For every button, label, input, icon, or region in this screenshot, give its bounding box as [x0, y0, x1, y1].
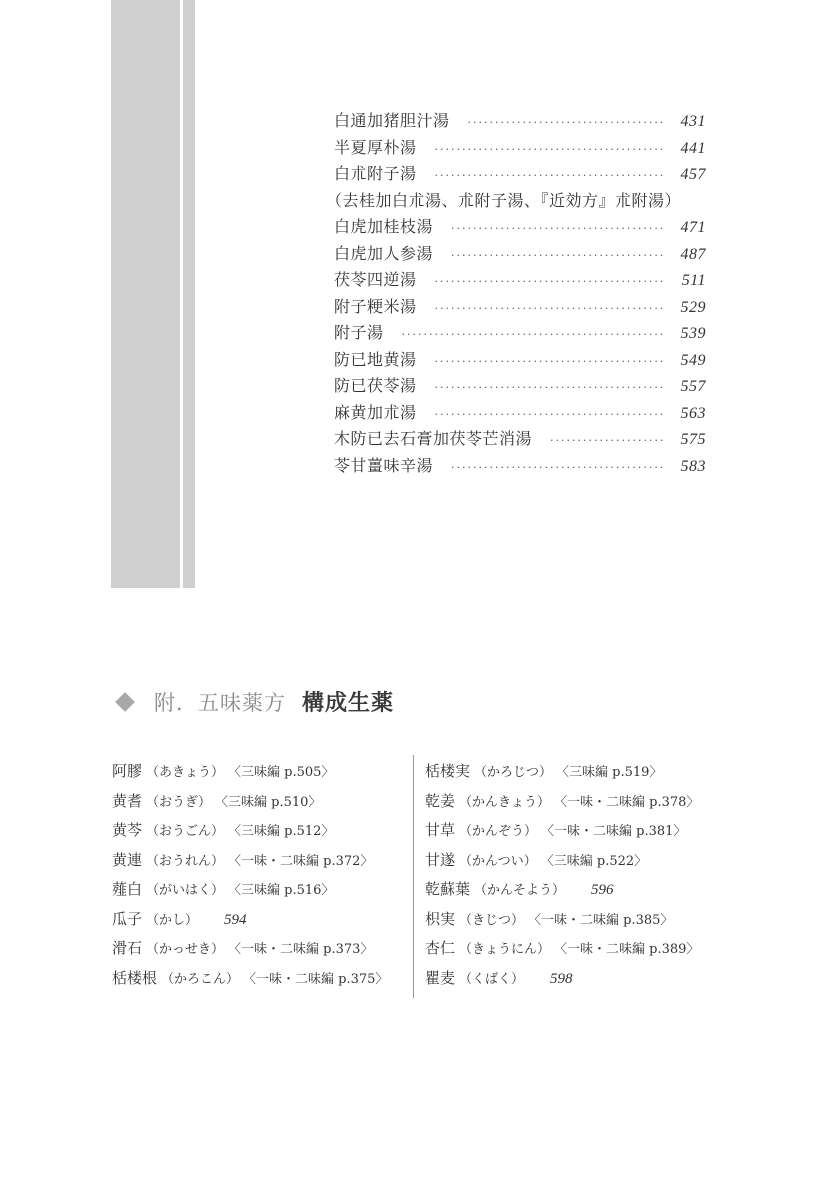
herb-reference: 〈一味・二味編 p.381〉: [541, 824, 687, 839]
herb-list-left: [112, 760, 388, 996]
herb-reference: 〈三味編 p.505〉: [228, 765, 335, 780]
herb-entry: [425, 790, 699, 820]
decorative-bar-wide: [111, 0, 180, 588]
herb-reference: 〈一味・二味編 p.378〉: [554, 794, 700, 810]
herb-reference: 〈一味・二味編 p.373〉: [228, 942, 374, 957]
dot-leader: [402, 328, 666, 341]
herb-page: 596: [591, 882, 614, 898]
herb-entry: [425, 967, 699, 997]
toc-entry-name: 白虎加桂枝湯: [334, 217, 434, 236]
herb-reading: （おうごん）: [146, 824, 225, 839]
column-divider: [413, 755, 414, 998]
dot-leader: [435, 355, 666, 368]
toc-entry-name: 防已地黄湯: [334, 349, 417, 369]
toc-entry-page: 441: [680, 139, 706, 157]
herb-reading: （かろじつ）: [474, 765, 553, 780]
toc-entry: [334, 108, 706, 135]
herb-name: 乾姜: [425, 791, 456, 810]
toc-entry: [334, 453, 706, 480]
toc-entry-page: 529: [680, 298, 706, 316]
toc-entry-name: 附子湯: [334, 323, 384, 342]
herb-name: 甘遂: [425, 850, 456, 869]
toc-entry: [334, 426, 706, 453]
herb-name: 甘草: [425, 821, 456, 839]
toc-entry-name: 防已茯苓湯: [334, 376, 417, 395]
toc-entry: [334, 241, 706, 268]
herb-entry: [425, 878, 699, 908]
toc-entry: [334, 373, 706, 400]
herb-name: 滑石: [112, 939, 143, 957]
dot-leader: [550, 434, 666, 447]
herb-reference: 〈一味・二味編 p.389〉: [554, 942, 700, 957]
herb-reading: （おうれん）: [146, 853, 225, 869]
toc-entry: [334, 320, 706, 347]
herb-name: 杏仁: [425, 939, 456, 957]
herb-reading: （かっせき）: [146, 942, 225, 957]
toc-entry-page: 471: [680, 219, 706, 236]
herb-reading: （かし）: [146, 912, 199, 928]
herb-page: 594: [224, 911, 247, 928]
toc-entry-name: 茯苓四逆湯: [334, 270, 417, 289]
herb-name: 黄芩: [112, 821, 143, 839]
dot-leader: [435, 408, 666, 421]
herb-reference: 〈三味編 p.510〉: [215, 794, 322, 810]
section-title: 構成生薬: [302, 691, 395, 716]
toc-entry-name: 白朮附子湯: [334, 164, 417, 183]
dot-leader: [451, 461, 666, 474]
section-prefix: 附．五味薬方: [154, 690, 286, 715]
toc-entry-name: 半夏厚朴湯: [334, 137, 417, 157]
herb-entry: [112, 849, 388, 879]
herb-reference: 〈三味編 p.519〉: [556, 765, 663, 780]
toc-entry-page: 457: [680, 166, 706, 183]
section-header: [116, 686, 394, 717]
herb-reference: 〈一味・二味編 p.372〉: [228, 853, 374, 869]
herb-reading: （おうぎ）: [146, 794, 212, 810]
herb-entry: [112, 878, 388, 908]
herb-reference: 〈三味編 p.522〉: [540, 853, 648, 869]
toc-entry: [334, 135, 706, 162]
toc-entry-page: 557: [680, 378, 706, 395]
toc-entry: [334, 347, 706, 374]
dot-leader: [435, 302, 666, 315]
herb-reading: （きょうにん）: [459, 942, 551, 957]
toc-entry-name: 附子粳米湯: [334, 296, 417, 316]
herb-name: 薤白: [112, 880, 143, 898]
herb-entry: [112, 937, 388, 967]
toc-entry: [334, 267, 706, 294]
herb-reading: （かんそよう）: [474, 883, 566, 898]
toc-entry-name: 苓甘薑味辛湯: [334, 455, 434, 475]
dot-leader: [435, 169, 666, 182]
toc-entry-name: 麻黄加朮湯: [334, 402, 417, 422]
herb-name: 黄耆: [112, 791, 143, 810]
herb-reading: （かろこん）: [161, 971, 240, 987]
herb-entry: [112, 760, 388, 790]
toc-entry: [334, 214, 706, 241]
herb-reading: （かんつい）: [459, 853, 537, 869]
herb-name: 黄連: [112, 850, 143, 869]
toc-entry-page: 563: [680, 404, 706, 422]
herb-entry: [112, 790, 388, 820]
toc-entry-page: 431: [680, 113, 706, 130]
herb-name: 栝楼実: [425, 762, 471, 780]
herb-entry: [425, 937, 699, 967]
herb-entry: [425, 908, 699, 938]
herb-name: 瞿麦: [425, 968, 456, 987]
herb-reference: 〈一味・二味編 p.385〉: [528, 912, 674, 928]
herb-reference: 〈三味編 p.516〉: [228, 883, 335, 898]
herb-name: 乾蘇葉: [425, 880, 471, 898]
toc-entry-page: 487: [680, 245, 706, 263]
toc-entry: [334, 400, 706, 427]
herb-name: 阿膠: [112, 762, 143, 780]
toc-entry-name: 白通加猪胆汁湯: [334, 111, 450, 130]
toc-entry-page: 575: [680, 431, 706, 448]
dot-leader: [435, 143, 666, 156]
herb-entry: [112, 967, 388, 997]
toc-entry-name: （去桂加白朮湯、朮附子湯、『近効方』朮附湯）: [326, 190, 682, 210]
diamond-icon: [115, 692, 135, 712]
toc-entry-page: 511: [681, 272, 706, 289]
toc-entry-name: 木防已去石膏加茯苓芒消湯: [334, 429, 533, 448]
table-of-contents: [326, 108, 706, 479]
herb-entry: [425, 819, 699, 849]
dot-leader: [468, 116, 666, 129]
herb-entry: [112, 908, 388, 938]
herb-reading: （くばく）: [459, 971, 525, 987]
herb-entry: [425, 849, 699, 879]
herb-reading: （がいはく）: [146, 883, 225, 898]
herb-list-right: [425, 760, 699, 996]
toc-entry: [334, 294, 706, 321]
toc-entry-page: 583: [680, 457, 706, 475]
herb-name: 枳実: [425, 909, 456, 928]
dot-leader: [435, 275, 666, 288]
toc-entry-page: 539: [680, 325, 706, 342]
toc-entry-name: 白虎加人参湯: [334, 243, 434, 263]
toc-entry-page: 549: [680, 351, 706, 369]
decorative-bar-narrow: [183, 0, 195, 588]
herb-name: 瓜子: [112, 909, 143, 928]
dot-leader: [451, 249, 666, 262]
herb-reference: 〈三味編 p.512〉: [228, 824, 335, 839]
herb-reading: （かんきょう）: [459, 794, 551, 810]
herb-entry: [425, 760, 699, 790]
toc-entry: [334, 161, 706, 188]
herb-reference: 〈一味・二味編 p.375〉: [243, 971, 389, 987]
herb-reading: （きじつ）: [459, 912, 525, 928]
toc-entry: [326, 188, 706, 215]
dot-leader: [451, 222, 666, 235]
herb-page: 598: [550, 970, 573, 987]
herb-reading: （かんぞう）: [459, 824, 538, 839]
herb-entry: [112, 819, 388, 849]
herb-name: 栝楼根: [112, 968, 158, 987]
herb-reading: （あきょう）: [146, 765, 225, 780]
dot-leader: [435, 381, 666, 394]
